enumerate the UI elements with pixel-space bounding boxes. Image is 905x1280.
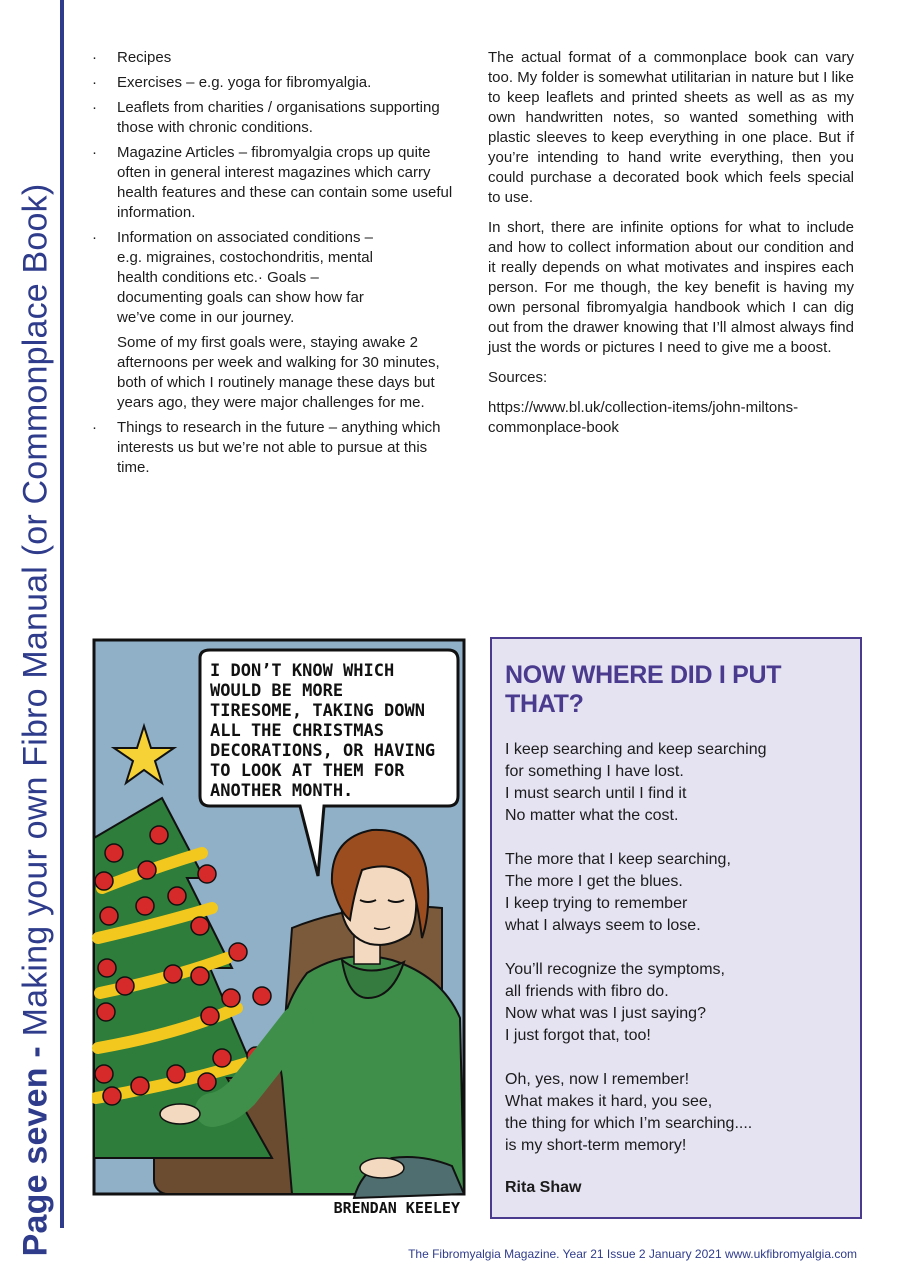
list-item bbox=[92, 418, 458, 478]
poem-line: Oh, yes, now I remember! bbox=[505, 1071, 690, 1088]
list-item bbox=[92, 73, 458, 93]
poem-stanza bbox=[505, 739, 848, 827]
list-item-text: Things to research in the future – anything which interests us but we’re not able to pursue at this time. bbox=[117, 419, 441, 476]
poem-stanza bbox=[505, 959, 848, 1047]
list-item-text: Information on associated conditions – e.g. migraines, costochondritis, mental health conditions etc.· Goals – documenting goals can show how far we’ve come in our journey. bbox=[117, 229, 373, 326]
poem-line: You’ll recognize the symptoms, bbox=[505, 961, 725, 978]
poem-line: I keep trying to remember bbox=[505, 895, 688, 912]
list-item-text: Magazine Articles – fibromyalgia crops up quite often in general interest magazines which carry health features and these can contain some useful information. bbox=[117, 144, 453, 221]
speech-line: DECORATIONS, OR HAVING bbox=[210, 741, 436, 761]
format-paragraph: The actual format of a commonplace book can vary too. My folder is somewhat utilitarian in nature but I like to keep leaflets and printed sheets as well as as my own handwritten notes, so wanted something with plastic sleeves to keep everything in one place. But if you’re intending to hand write everything, then you could purchase a decorated book which feels special to use. bbox=[488, 49, 854, 206]
poem-line: No matter what the cost. bbox=[505, 807, 679, 824]
bullet: · bbox=[92, 74, 97, 91]
list-item-text: Recipes bbox=[117, 49, 172, 66]
summary-paragraph: In short, there are infinite options for what to include and how to collect information about our condition and it really depends on what motivates and inspires each person. For me though, the key benefit is having my own personal fibromyalgia handbook which I can dig out from the drawer knowing that I’ll almost always find just the words or pictures I need to give me a boost. bbox=[488, 219, 854, 356]
poem-line: what I always seem to lose. bbox=[505, 917, 701, 934]
sources-label: Sources: bbox=[488, 369, 548, 386]
poem-line: I keep searching and keep searching bbox=[505, 741, 767, 758]
speech-line: I DON’T KNOW WHICH bbox=[210, 661, 395, 681]
poem-line: I must search until I find it bbox=[505, 785, 687, 802]
poem-line: all friends with fibro do. bbox=[505, 983, 669, 1000]
speech-line: TIRESOME, TAKING DOWN bbox=[210, 701, 425, 721]
side-title-article: Making your own Fibro Manual (or Commonplace Book) bbox=[16, 183, 55, 1037]
page-footer: The Fibromyalgia Magazine. Year 21 Issue 2 January 2021 www.ukfibromyalgia.com bbox=[408, 1247, 857, 1261]
bullet: · bbox=[92, 49, 97, 66]
cartoon-illustration bbox=[92, 638, 466, 1220]
bullet: · bbox=[92, 229, 97, 246]
cartoon-credit: BRENDAN KEELEY bbox=[333, 1199, 460, 1217]
poem-line: I just forgot that, too! bbox=[505, 1027, 651, 1044]
page-side-title bbox=[17, 184, 56, 1257]
source-link[interactable]: https://www.bl.uk/collection-items/john-miltons-commonplace-book bbox=[488, 399, 799, 436]
list-item bbox=[92, 143, 458, 223]
poem-author: Rita Shaw bbox=[505, 1179, 582, 1196]
right-column bbox=[488, 48, 854, 448]
side-rule-divider bbox=[60, 0, 64, 1228]
bullet: · bbox=[92, 144, 97, 161]
poem-line: What makes it hard, you see, bbox=[505, 1093, 713, 1110]
speech-line: WOULD BE MORE bbox=[210, 681, 344, 701]
poem-line: the thing for which I’m searching.... bbox=[505, 1115, 753, 1132]
side-title-page-number: Page seven - bbox=[16, 1036, 55, 1257]
poem-stanza bbox=[505, 1069, 848, 1157]
bullet: · bbox=[92, 419, 97, 436]
poem-line: The more that I keep searching, bbox=[505, 851, 731, 868]
poem-box bbox=[490, 637, 862, 1219]
poem-stanza bbox=[505, 849, 848, 937]
list-item bbox=[92, 228, 458, 328]
bullet: · bbox=[92, 99, 97, 116]
goals-paragraph: Some of my first goals were, staying awake 2 afternoons per week and walking for 30 minutes, both of which I routinely manage these days but years ago, they were major challenges for me. bbox=[117, 334, 440, 411]
poem-line: is my short-term memory! bbox=[505, 1137, 687, 1154]
poem-title: NOW WHERE DID I PUT THAT? bbox=[505, 661, 782, 718]
poem-line: The more I get the blues. bbox=[505, 873, 683, 890]
poem-line: for something I have lost. bbox=[505, 763, 684, 780]
left-column bbox=[92, 48, 458, 483]
list-item bbox=[92, 48, 458, 68]
speech-line: ALL THE CHRISTMAS bbox=[210, 721, 384, 741]
speech-line: ANOTHER MONTH. bbox=[210, 781, 354, 801]
poem-line: Now what was I just saying? bbox=[505, 1005, 706, 1022]
list-item-text: Leaflets from charities / organisations supporting those with chronic conditions. bbox=[117, 99, 440, 136]
list-item-text: Exercises – e.g. yoga for fibromyalgia. bbox=[117, 74, 372, 91]
list-item bbox=[92, 98, 458, 138]
speech-line: TO LOOK AT THEM FOR bbox=[210, 761, 405, 781]
